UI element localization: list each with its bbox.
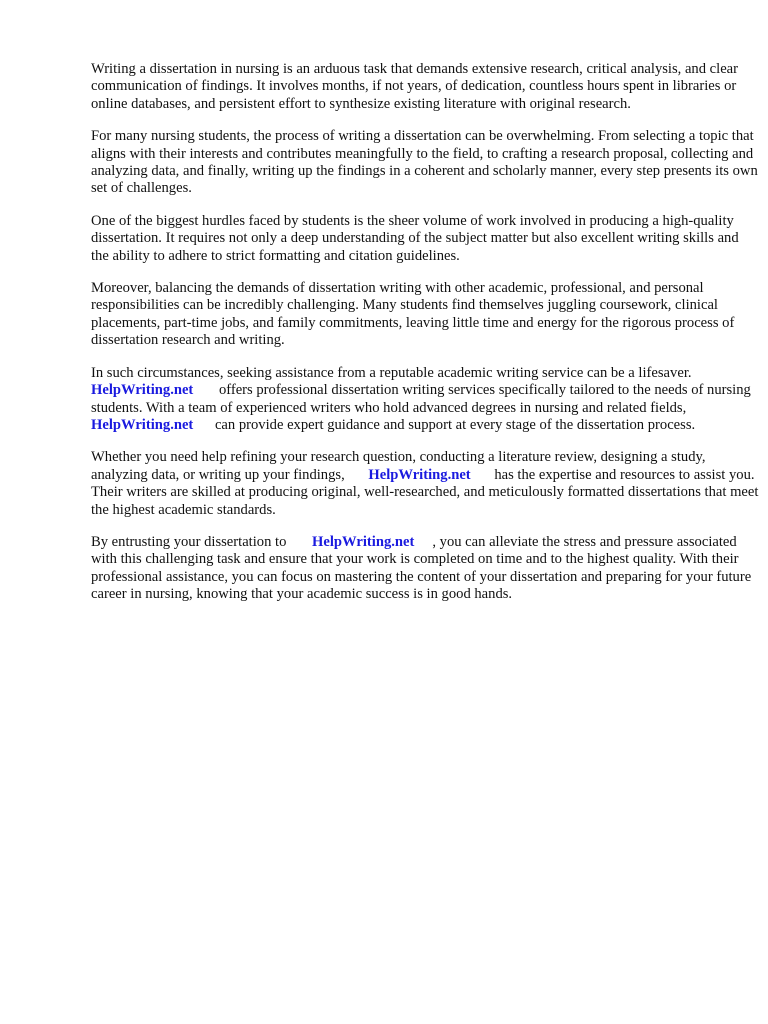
paragraph-4 bbox=[91, 280, 759, 350]
paragraph-text: can provide expert guidance and support at every stage of the dissertation process. bbox=[214, 416, 696, 433]
helpwriting-link[interactable]: HelpWriting.net bbox=[368, 466, 471, 483]
paragraph-5 bbox=[91, 365, 759, 435]
paragraph-text: Moreover, balancing the demands of dissertation writing with other academic, professional, and personal responsibilities can be incredibly challenging. Many students find themselves juggling coursework, clinical placements, part-time jobs, and family commitments, leaving little time and energy for the rigorous process of dissertation research and writing. bbox=[91, 280, 735, 349]
paragraph-text: One of the biggest hurdles faced by students is the sheer volume of work involved in producing a high-quality dissertation. It requires not only a deep understanding of the subject matter but also excellent writing skills and the ability to adhere to strict formatting and citation guidelines. bbox=[91, 212, 739, 264]
paragraph-text: offers professional dissertation writing services specifically tailored to the needs of nursing students. With a team of experienced writers who hold advanced degrees in nursing and related fields, bbox=[91, 382, 751, 416]
helpwriting-link[interactable]: HelpWriting.net bbox=[91, 382, 194, 399]
paragraph-1 bbox=[91, 61, 759, 113]
paragraph-7 bbox=[91, 534, 759, 604]
paragraph-3 bbox=[91, 213, 759, 265]
paragraph-2 bbox=[91, 128, 759, 198]
paragraph-text: Writing a dissertation in nursing is an arduous task that demands extensive research, critical analysis, and clear communication of findings. It involves months, if not years, of dedication, countless hours spent in libraries or online databases, and persistent effort to synthesize existing literature with original research. bbox=[91, 61, 739, 112]
paragraph-6 bbox=[91, 449, 759, 519]
paragraph-text: For many nursing students, the process of writing a dissertation can be overwhelming. From selecting a topic that aligns with their interests and contributes meaningfully to the field, to crafting a research proposal, collecting and analyzing data, and finally, writing up the findings in a coherent and scholarly manner, every step presents its own set of challenges. bbox=[91, 128, 758, 197]
helpwriting-link[interactable]: HelpWriting.net bbox=[91, 416, 194, 433]
paragraph-text: By entrusting your dissertation to bbox=[91, 533, 287, 550]
paragraph-text: has the expertise and resources to assist you. Their writers are skilled at producing original, well-researched, and meticulously formatted dissertations that meet the highest academic standards. bbox=[91, 466, 759, 518]
paragraph-text: , you can alleviate the stress and pressure associated with this challenging task and ensure that your work is completed on time and to the highest quality. With their professional assistance, you can focus on mastering the content of your dissertation and preparing for your future career in nursing, knowing that your academic success is in good hands. bbox=[91, 533, 752, 603]
paragraph-text: In such circumstances, seeking assistance from a reputable academic writing service can be a lifesaver. bbox=[91, 364, 692, 381]
helpwriting-link[interactable]: HelpWriting.net bbox=[312, 533, 415, 550]
paragraph-text: Whether you need help refining your research question, conducting a literature review, designing a study, analyzing data, or writing up your findings, bbox=[91, 449, 706, 483]
document-body bbox=[91, 61, 759, 619]
